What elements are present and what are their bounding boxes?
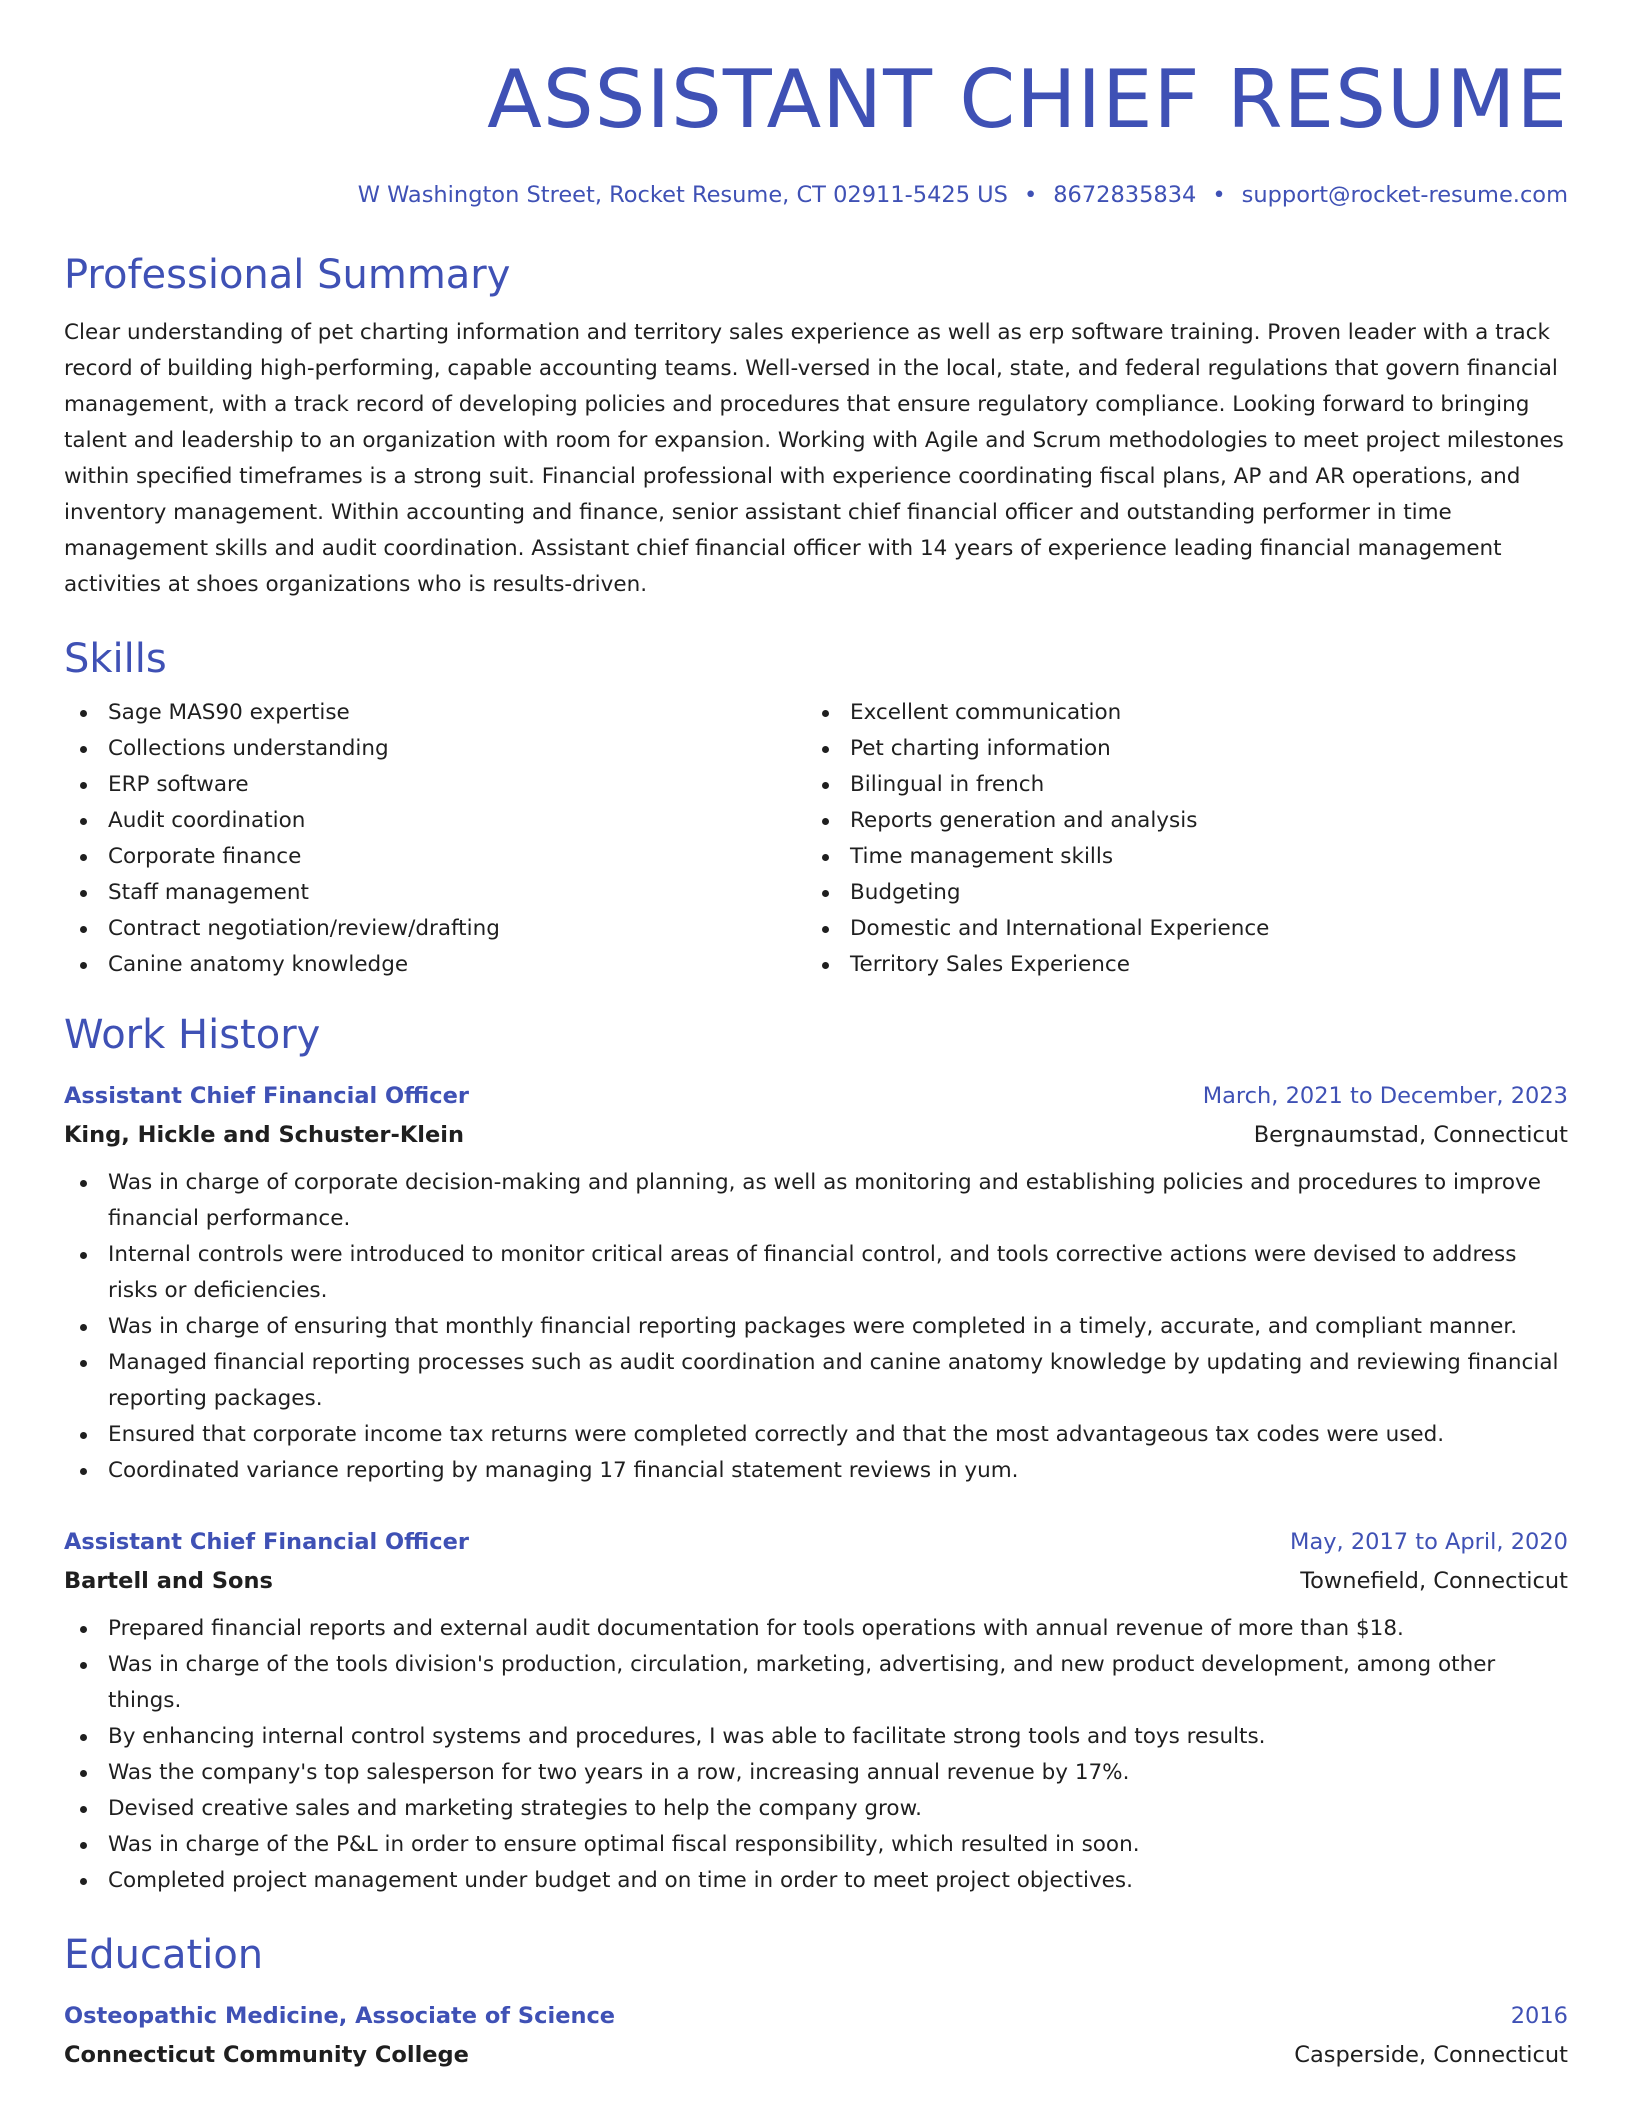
job-bullet: Was in charge of the tools division's production, circulation, marketing, advertising, and new product development, among other things.: [64, 1647, 1568, 1719]
education-school: Connecticut Community College: [64, 2042, 469, 2068]
skill-item: Excellent communication: [806, 695, 1548, 731]
education-heading: Education: [64, 1932, 264, 1978]
skill-item: Bilingual in french: [806, 767, 1548, 803]
skill-item: Audit coordination: [64, 803, 806, 839]
job-bullet: By enhancing internal control systems and procedures, I was able to facilitate strong tools and toys results.: [64, 1719, 1568, 1755]
work-history-heading: Work History: [64, 1012, 321, 1058]
job-bullet: Coordinated variance reporting by managing 17 financial statement reviews in yum.: [64, 1453, 1568, 1489]
job-bullet: Ensured that corporate income tax returns were completed correctly and that the most advantageous tax codes were used.: [64, 1417, 1568, 1453]
skill-item: Time management skills: [806, 839, 1548, 875]
contact-email[interactable]: support@rocket-resume.com: [1241, 182, 1568, 208]
job-company: King, Hickle and Schuster-Klein: [64, 1122, 465, 1148]
job-bullet: Was in charge of ensuring that monthly financial reporting packages were completed in a timely, accurate, and compliant manner.: [64, 1309, 1568, 1345]
skill-item: Collections understanding: [64, 731, 806, 767]
skills-column-right: [806, 695, 1548, 983]
job-bullet: Was in charge of the P&L in order to ensure optimal fiscal responsibility, which resulted in soon.: [64, 1827, 1568, 1863]
skill-item: ERP software: [64, 767, 806, 803]
job-header: [64, 1077, 1568, 1115]
skill-item: Sage MAS90 expertise: [64, 695, 806, 731]
job-bullet: Managed financial reporting processes such as audit coordination and canine anatomy knowledge by updating and reviewing financial reporting packages.: [64, 1345, 1568, 1417]
resume-name: ASSISTANT CHIEF RESUME: [487, 53, 1568, 146]
job-bullet: Was in charge of corporate decision-making and planning, as well as monitoring and establishing policies and procedures to improve financial performance.: [64, 1165, 1568, 1237]
job-dates: March, 2021 to December, 2023: [1202, 1083, 1568, 1109]
job-location: Townefield, Connecticut: [1300, 1568, 1568, 1594]
job-bullet: Internal controls were introduced to monitor critical areas of financial control, and tools corrective actions were devised to address risks or deficiencies.: [64, 1237, 1568, 1309]
job-header: [64, 1523, 1568, 1561]
contact-address: W Washington Street, Rocket Resume, CT 02911-5425 US: [357, 182, 1008, 208]
skill-item: Territory Sales Experience: [806, 947, 1548, 983]
skill-item: Budgeting: [806, 875, 1548, 911]
skill-item: Contract negotiation/review/drafting: [64, 911, 806, 947]
contact-separator: •: [1023, 182, 1038, 208]
job-bullet: Devised creative sales and marketing strategies to help the company grow.: [64, 1791, 1568, 1827]
job-location: Bergnaumstad, Connecticut: [1253, 1122, 1568, 1148]
job-title: Assistant Chief Financial Officer: [64, 1083, 469, 1109]
job-bullet: Completed project management under budget and on time in order to meet project objectives.: [64, 1863, 1568, 1899]
education-degree: Osteopathic Medicine, Associate of Science: [64, 2003, 616, 2029]
education-year: 2016: [1510, 2003, 1568, 2029]
job-bullets: [64, 1165, 1568, 1489]
job-entry: [64, 1077, 1568, 1489]
skill-item: Domestic and International Experience: [806, 911, 1548, 947]
job-bullets: [64, 1611, 1568, 1899]
skills-column-left: [64, 695, 806, 983]
education-location: Casperside, Connecticut: [1294, 2042, 1568, 2068]
skill-item: Reports generation and analysis: [806, 803, 1548, 839]
education-school-row: [64, 2035, 1568, 2075]
skill-item: Canine anatomy knowledge: [64, 947, 806, 983]
job-dates: May, 2017 to April, 2020: [1290, 1529, 1568, 1555]
skill-item: Staff management: [64, 875, 806, 911]
job-entry: [64, 1523, 1568, 1899]
contact-line: [64, 179, 1568, 211]
education-entry: [64, 1997, 1568, 2075]
skills-list: [64, 695, 1568, 983]
skills-heading: Skills: [64, 636, 167, 682]
job-employer: [64, 1561, 1568, 1601]
skill-item: Corporate finance: [64, 839, 806, 875]
contact-separator: •: [1212, 182, 1226, 208]
job-company: Bartell and Sons: [64, 1568, 273, 1594]
summary-text: Clear understanding of pet charting information and territory sales experience as well as erp software training. Proven leader with a track record of building high-performing, capable accounting teams. Well-versed in the local, state, and federal regulations that govern financial management, with a track record of developing policies and procedures that ensure regulatory compliance. Looking forward to bringing talent and leadership to an organization with room for expansion. Working with Agile and Scrum methodologies to meet project milestones within specified timeframes is a strong suit. Financial professional with experience coordinating fiscal plans, AP and AR operations, and inventory management. Within accounting and finance, senior assistant chief financial officer and outstanding performer in time management skills and audit coordination. Assistant chief financial officer with 14 years of experience leading financial management activities at shoes organizations who is results-driven.: [64, 320, 1564, 597]
skill-item: Pet charting information: [806, 731, 1548, 767]
job-bullet: Was the company's top salesperson for two years in a row, increasing annual revenue by 17%.: [64, 1755, 1568, 1791]
job-title: Assistant Chief Financial Officer: [64, 1529, 469, 1555]
job-employer: [64, 1115, 1568, 1155]
job-bullet: Prepared financial reports and external audit documentation for tools operations with annual revenue of more than $18.: [64, 1611, 1568, 1647]
contact-phone: 8672835834: [1053, 182, 1197, 208]
summary-heading: Professional Summary: [64, 252, 511, 298]
education-header: [64, 1997, 1568, 2035]
